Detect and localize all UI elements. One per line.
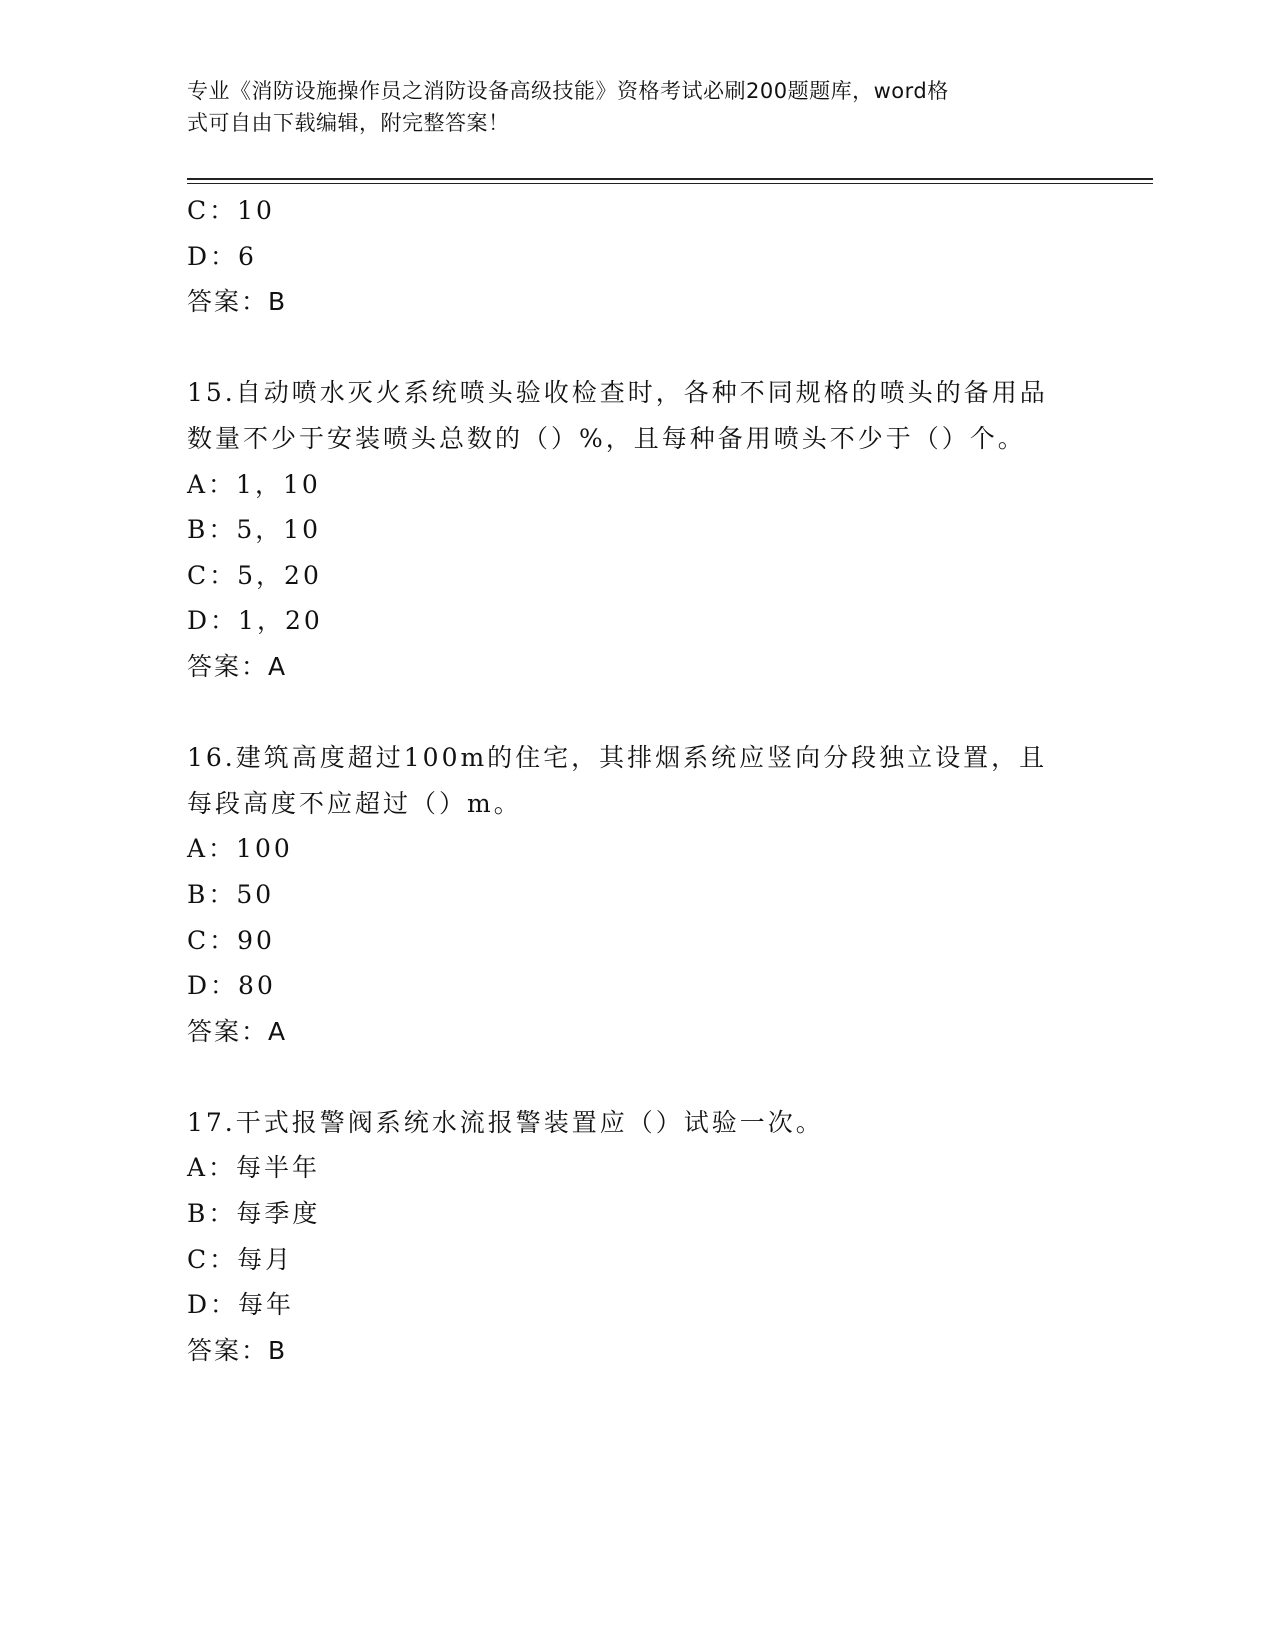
- option-a: A：100: [187, 834, 293, 864]
- option-b: B：每季度: [187, 1199, 321, 1229]
- answer-line: 答案：A: [187, 1016, 288, 1046]
- option-c: C：10: [187, 196, 275, 225]
- option-d: D：1，20: [187, 606, 323, 636]
- spacer: [187, 325, 1087, 371]
- document-header: [187, 75, 1067, 139]
- spacer: [187, 690, 1087, 736]
- question-list: [187, 188, 1087, 1373]
- option-c: C：每月: [187, 1244, 294, 1274]
- question-15: [187, 370, 1087, 689]
- option-d: D：6: [187, 241, 257, 271]
- answer-line: 答案：B: [187, 1335, 288, 1365]
- option-b: B：50: [187, 879, 275, 909]
- answer-line: 答案：B: [187, 287, 288, 317]
- answer-line: 答案：A: [187, 651, 288, 681]
- question-stem-line: 15.自动喷水灭火系统喷头验收检查时，各种不同规格的喷头的备用品: [187, 378, 1048, 408]
- header-divider-thick: [187, 178, 1153, 180]
- question-16: [187, 735, 1087, 1054]
- option-c: C：5，20: [187, 560, 322, 590]
- option-a: A：1，10: [187, 469, 321, 499]
- question-stem-line: 16.建筑高度超过100m的住宅，其排烟系统应竖向分段独立设置，且: [187, 743, 1048, 773]
- header-line-1: 专业《消防设施操作员之消防设备高级技能》资格考试必刷200题题库，word格: [187, 79, 949, 103]
- header-line-2: 式可自由下载编辑，附完整答案！: [187, 111, 510, 135]
- option-d: D：每年: [187, 1290, 295, 1320]
- header-divider-thin: [187, 183, 1153, 184]
- question-stem-line: 17.干式报警阀系统水流报警装置应（）试验一次。: [187, 1107, 824, 1137]
- question-17: [187, 1100, 1087, 1374]
- spacer: [187, 1054, 1087, 1100]
- option-a: A：每半年: [187, 1153, 321, 1183]
- question-14-continuation: [187, 188, 1087, 325]
- option-d: D：80: [187, 971, 276, 1001]
- question-stem-line: 数量不少于安装喷头总数的（）%，且每种备用喷头不少于（）个。: [187, 423, 1026, 453]
- option-b: B：5，10: [187, 515, 322, 545]
- question-stem-line: 每段高度不应超过（）m。: [187, 788, 522, 818]
- option-c: C：90: [187, 925, 275, 955]
